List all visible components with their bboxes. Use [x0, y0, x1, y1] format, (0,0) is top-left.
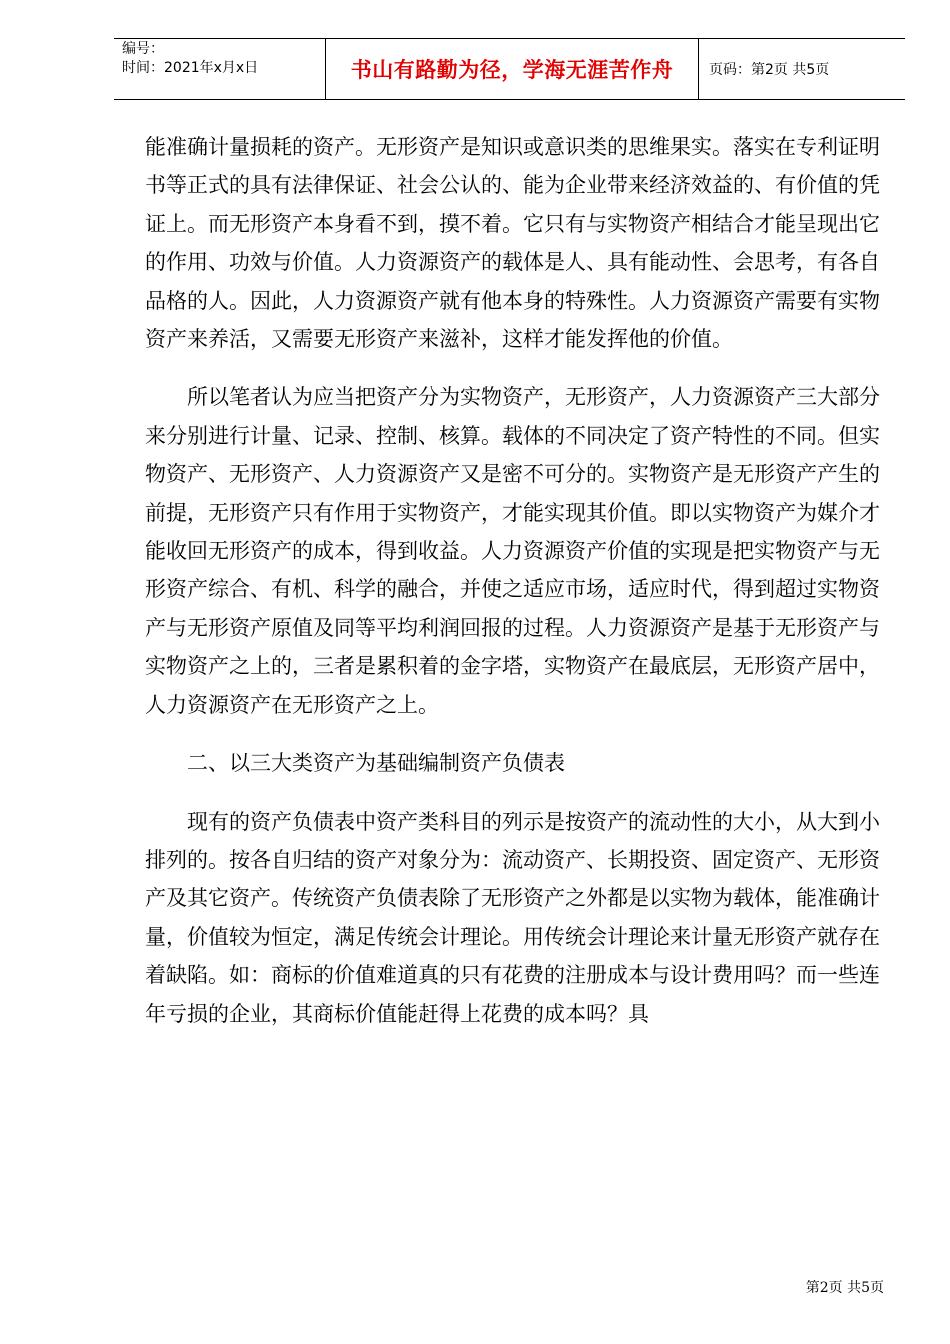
body-paragraph: 所以笔者认为应当把资产分为实物资产，无形资产，人力资源资产三大部分来分别进行计量、记录、控制、核算。载体的不同决定了资产特性的不同。但实物资产、无形资产、人力资源资产又是密不可分的。实物资产是无形资产产生的前提，无形资产只有作用于实物资产，才能实现其价值。即以实物资产为媒介才能收回无形资产的成本，得到收益。人力资源资产价值的实现是把实物资产与无形资产综合、有机、科学的融合，并使之适应市场，适应时代，得到超过实物资产与无形资产原值及同等平均利润回报的过程。人力资源资产是基于无形资产与实物资产之上的，三者是累积着的金字塔，实物资产在最底层，无形资产居中，人力资源资产在无形资产之上。 — [145, 385, 880, 717]
body-paragraph-continued: 能准确计量损耗的资产。无形资产是知识或意识类的思维果实。落实在专利证明书等正式的具有法律保证、社会公认的、能为企业带来经济效益的、有价值的凭证上。而无形资产本身看不到，摸不着。它只有与实物资产相结合才能呈现出它的作用、功效与价值。人力资源资产的载体是人、具有能动性、会思考，有各自品格的人。因此，人力资源资产就有他本身的特殊性。人力资源资产需要有实物资产来养活，又需要无形资产来滋补，这样才能发挥他的价值。 — [145, 135, 880, 352]
body-paragraph: 现有的资产负债表中资产类科目的列示是按资产的流动性的大小，从大到小排列的。按各自归结的资产对象分为：流动资产、长期投资、固定资产、无形资产及其它资产。传统资产负债表除了无形资产之外都是以实物为载体，能准确计量，价值较为恒定，满足传统会计理论。用传统会计理论来计量无形资产就存在着缺陷。如：商标的价值难道真的只有花费的注册成本与设计费用吗？而一些连年亏损的企业，其商标价值能赶得上花费的成本吗？具 — [145, 809, 880, 1026]
page-header — [114, 38, 905, 100]
header-meta — [114, 39, 326, 100]
header-motto: 书山有路勤为径，学海无涯苦作舟 — [326, 39, 699, 100]
document-time-label: 时间：2021年x月x日 — [122, 60, 259, 76]
page-footer: 第2页 共5页 — [805, 1280, 884, 1296]
document-body — [145, 128, 880, 1033]
document-number-label: 编号： — [122, 41, 164, 57]
section-heading: 二、以三大类资产为基础编制资产负债表 — [187, 751, 565, 776]
header-page-info: 页码：第2页 共5页 — [709, 62, 830, 78]
